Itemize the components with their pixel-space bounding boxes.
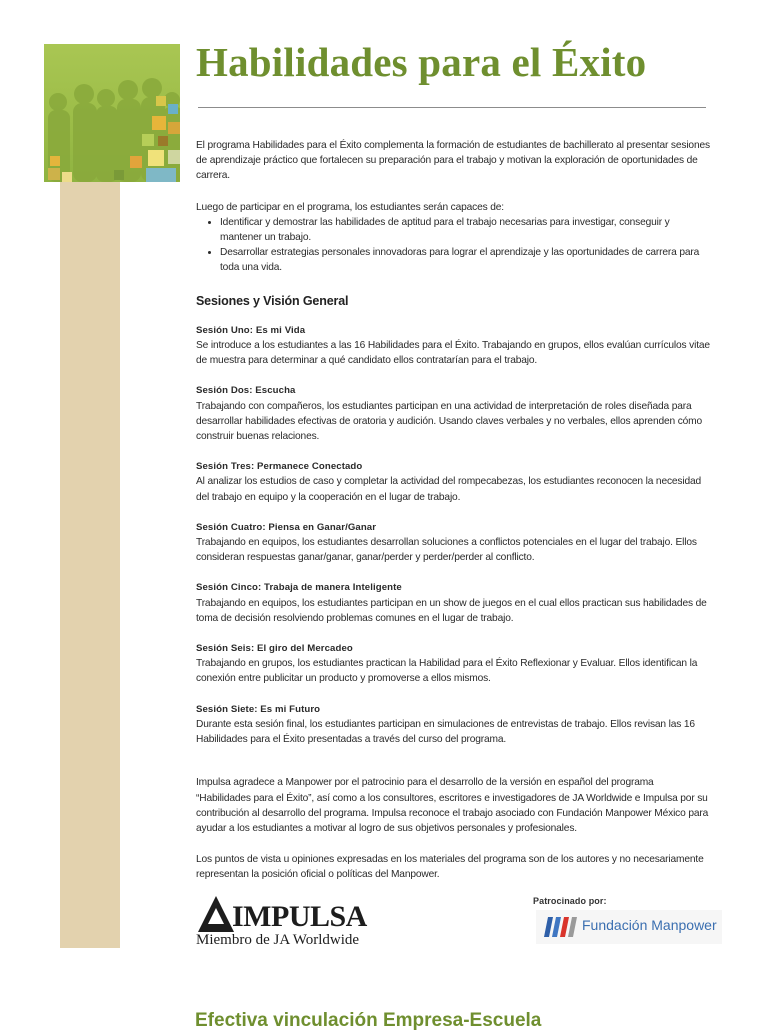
session-text: Trabajando en grupos, los estudiantes practican la Habilidad para el Éxito Reflexionar y Evaluar. Ellos identifican la conexión entre publicitar un producto y promoverse a ellos mismos. xyxy=(196,658,698,685)
sessions-heading: Sesiones y Visión General xyxy=(196,293,349,308)
session-title: Sesión Tres: Permanece Conectado xyxy=(196,461,363,473)
impulsa-tagline: Miembro de JA Worldwide xyxy=(196,932,360,948)
session-text: Al analizar los estudios de caso y completar la actividad del rompecabezas, los estudiantes reconocen la necesidad del trabajo en equipo y la cooperación en el lugar de trabajo. xyxy=(196,476,702,503)
sidebar-bar xyxy=(60,180,120,948)
sponsor-label: Patrocinado por: xyxy=(533,896,607,906)
manpower-stripes-icon xyxy=(540,915,580,939)
session-block xyxy=(196,641,710,687)
session-block xyxy=(196,323,710,369)
main-content xyxy=(196,138,710,883)
session-text: Trabajando con compañeros, los estudiantes participan en una actividad de interpretación de roles diseñada para desarrollar habilidades efectivas de oratoria y audición. Usando claves verbales y no verbales, ellos aprenden cómo construir buenas relaciones. xyxy=(196,400,703,443)
session-block xyxy=(196,580,710,626)
acknowledgement-paragraph: Impulsa agradece a Manpower por el patrocinio para el desarrollo de la versión en español del programa “Habilidades para el Éxito”, así como a los consultores, escritores e investigadores de JA Worldwide e Impulsa por su contribución al desarrollo del programa. Impulsa reconoce el trabajo asociado con Fundación Manpower México para ayudar a los estudiantes a motivar al logro de sus objetivos personales y profesionales. xyxy=(196,777,709,834)
session-title: Sesión Uno: Es mi Vida xyxy=(196,324,306,336)
hero-image xyxy=(44,44,180,182)
session-text: Durante esta sesión final, los estudiantes participan en simulaciones de entrevistas de trabajo. Ellos revisan las 16 Habilidades para el Éxito presentadas a través del curso del programa. xyxy=(196,718,695,746)
people-silhouette-icon xyxy=(44,44,180,182)
session-block xyxy=(196,702,710,748)
disclaimer-paragraph: Los puntos de vista u opiniones expresadas en los materiales del programa son de los autores y no necesariamente representan la posición oficial o políticas del Manpower. xyxy=(196,854,704,881)
fundacion-manpower-logo xyxy=(536,910,722,944)
session-text: Trabajando en equipos, los estudiantes desarrollan soluciones a conflictos potenciales en el lugar del trabajo. Ellos consideran respuestas ganar/ganar, ganar/perder y perder/perder al conflicto. xyxy=(196,537,697,564)
intro-paragraph: El programa Habilidades para el Éxito complementa la formación de estudiantes de bachillerato al presentar sesiones de aprendizaje práctico que fortalecen su preparación para el trabajo y motivan la exploración de oportunidades de carrera. xyxy=(196,140,710,182)
session-text: Se introduce a los estudiantes a las 16 Habilidades para el Éxito. Trabajando en grupos, ellos evalúan currículos vitae de muestra para determinar a qué candidato ellos contratarían para el trabajo. xyxy=(196,340,710,367)
outcomes-list xyxy=(196,215,710,276)
session-title: Sesión Cuatro: Piensa en Ganar/Ganar xyxy=(196,521,377,533)
session-title: Sesión Cinco: Trabaja de manera Inteligente xyxy=(196,582,402,594)
outcomes-lead: Luego de participar en el programa, los estudiantes serán capaces de: xyxy=(196,201,504,213)
sponsor-name: Fundación Manpower xyxy=(582,917,717,933)
outcome-item: • Identificar y demostrar las habilidades de aptitud para el trabajo necesarias para investigar, conseguir y mantener un trabajo. xyxy=(220,215,710,245)
footer-heading: Efectiva vinculación Empresa-Escuela xyxy=(195,1010,542,1031)
impulsa-triangle-icon xyxy=(196,894,236,934)
session-title: Sesión Dos: Escucha xyxy=(196,385,296,397)
session-title: Sesión Seis: El giro del Mercadeo xyxy=(196,643,353,655)
session-text: Trabajando en equipos, los estudiantes participan en un show de juegos en el cual ellos practican sus habilidades de toma de decisión resolviendo problemas comunes en el lugar de trabajo. xyxy=(196,597,707,624)
session-title: Sesión Siete: Es mi Futuro xyxy=(196,703,321,715)
page-title: Habilidades para el Éxito xyxy=(196,39,647,85)
impulsa-wordmark: IMPULSA xyxy=(232,900,367,933)
session-block xyxy=(196,459,710,505)
impulsa-logo xyxy=(196,894,386,950)
title-divider xyxy=(198,107,706,108)
outcome-item: • Desarrollar estrategias personales innovadoras para lograr el aprendizaje y las oportunidades de carrera para toda una vida. xyxy=(220,245,710,275)
session-block xyxy=(196,520,710,566)
session-block xyxy=(196,383,710,444)
